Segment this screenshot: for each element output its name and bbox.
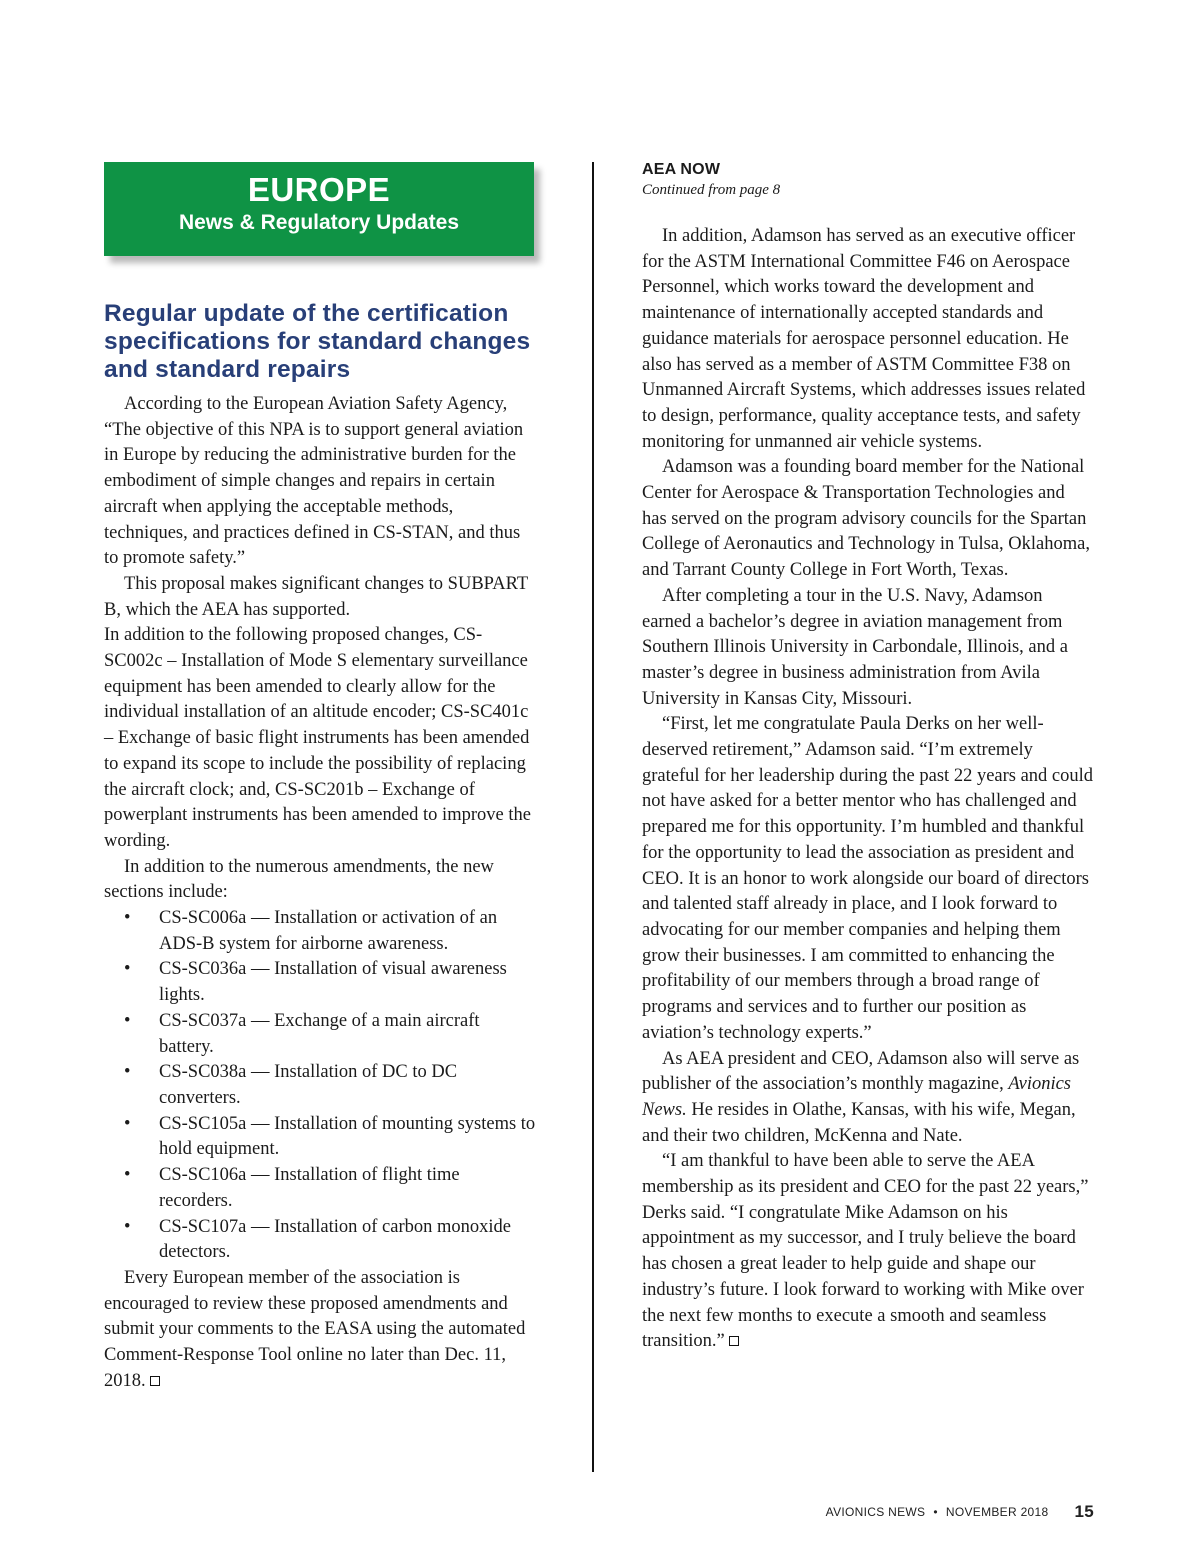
- column-divider: [592, 162, 594, 1472]
- list-item-text: CS-SC107a — Installation of carbon monoxide detectors.: [159, 1216, 511, 1263]
- list-item-text: CS-SC038a — Installation of DC to DC converters.: [159, 1062, 458, 1108]
- paragraph: In addition to the numerous amendments, the new sections include:: [104, 856, 494, 903]
- page-footer: [826, 1502, 1094, 1522]
- paragraph-text: He resides in Olathe, Kansas, with his wife, Megan, and their two children, McKenna and Nate.: [642, 1099, 1076, 1146]
- footer-separator: •: [933, 1505, 938, 1519]
- europe-article-body: [104, 392, 536, 1394]
- paragraph: In addition, Adamson has served as an executive officer for the ASTM International Committee F46 on Aerospace Personnel, which works toward the development and maintenance of internationally accepted standards and guidance materials for aerospace personnel education. He also has served as a member of ASTM Committee F38 on Unmanned Aircraft Systems, which addresses issues related to design, performance, quality acceptance tests, and safety monitoring for unmanned air vehicle systems.: [642, 226, 1086, 452]
- publication-name: AVIONICS NEWS: [825, 1505, 926, 1519]
- bullet-icon: •: [124, 1165, 131, 1186]
- closing-paragraph: [104, 1266, 536, 1395]
- closing-text: “I am thankful to have been able to serve the AEA membership as its president and CEO for the past 22 years,” Derks said. “I congratulate Mike Adamson on his appointment as my successor, and I truly believe the board has chosen a great leader to help guide and shape our industry’s future. I look forward to working with Mike over the next few months to execute a smooth and seamless transition.”: [642, 1151, 1089, 1352]
- left-column: [104, 162, 536, 1394]
- paragraph-text: As AEA president and CEO, Adamson also will serve as publisher of the association’s monthly magazine,: [642, 1048, 1080, 1095]
- paragraph: This proposal makes significant changes to SUBPART B, which the AEA has supported.: [104, 573, 528, 620]
- paragraph: According to the European Aviation Safety Agency, “The objective of this NPA is to support general aviation in Europe by reducing the administrative burden for the embodiment of simple changes and repairs in certain aircraft when applying the acceptable methods, techniques, and practices defined in CS-STAN, and thus to promote safety.”: [104, 394, 524, 569]
- bullet-icon: •: [124, 1113, 131, 1134]
- end-mark-icon: [150, 1376, 160, 1386]
- bullet-icon: •: [124, 1216, 131, 1237]
- list-item: [104, 1163, 536, 1214]
- list-item: [104, 1215, 536, 1266]
- list-item: [104, 957, 536, 1008]
- magazine-title: Avionics News.: [642, 1074, 1072, 1120]
- list-item-text: CS-SC105a — Installation of mounting systems to hold equipment.: [159, 1113, 536, 1160]
- paragraph: Adamson was a founding board member for the National Center for Aerospace & Transportation Technologies and has served on the program advisory councils for the Spartan College of Aeronautics and Technology in Tulsa, Oklahoma, and Tarrant County College in Fort Worth, Texas.: [642, 457, 1090, 581]
- aea-now-article-body: [642, 224, 1094, 1355]
- list-item: [104, 1060, 536, 1111]
- list-item: [104, 906, 536, 957]
- banner-title: EUROPE: [247, 171, 391, 208]
- banner-subtitle: News & Regulatory Updates: [178, 211, 460, 234]
- bullet-icon: •: [124, 908, 131, 929]
- section-label: AEA NOW: [642, 161, 721, 178]
- list-item: [104, 1009, 536, 1060]
- article-headline: Regular update of the certification specifications for standard changes and standard repairs: [104, 300, 531, 383]
- bullet-icon: •: [124, 1010, 131, 1031]
- bullet-icon: •: [124, 1062, 131, 1083]
- page-number: 15: [1074, 1502, 1094, 1521]
- paragraph: [642, 1047, 1094, 1150]
- europe-banner: [104, 162, 534, 256]
- paragraph: “First, let me congratulate Paula Derks on her well-deserved retirement,” Adamson said. “I’m extremely grateful for her leadership during the past 22 years and could not have asked for a better mentor who has challenged and prepared me for this opportunity. I’m humbled and thankful for the opportunity to lead the association as president and CEO. It is an honor to work alongside our board of directors and talented staff already in place, and I look forward to advocating for our member companies and helping them grow their businesses. I am committed to enhancing the profitability of our members through a broad range of programs and services and to further our position as aviation’s technology experts.”: [642, 714, 1094, 1043]
- closing-paragraph: [642, 1149, 1094, 1355]
- new-sections-list: [104, 906, 536, 1266]
- paragraph: After completing a tour in the U.S. Navy, Adamson earned a bachelor’s degree in aviation management from Southern Illinois University in Carbondale, Illinois, and a master’s degree in business administration from Avila University in Kansas City, Missouri.: [642, 585, 1068, 709]
- continued-note: Continued from page 8: [642, 182, 781, 198]
- paragraph: In addition to the following proposed changes, CS-SC002c – Installation of Mode S elementary surveillance equipment has been amended to clearly allow for the individual installation of an altitude encoder; CS-SC401c – Exchange of basic flight instruments has been amended to expand its scope to include the possibility of replacing the aircraft clock; and, CS-SC201b – Exchange of powerplant instruments has been amended to improve the wording.: [104, 625, 531, 851]
- list-item-text: CS-SC106a — Installation of flight time recorders.: [159, 1165, 460, 1211]
- bullet-icon: •: [124, 959, 131, 980]
- issue-date: NOVEMBER 2018: [945, 1505, 1049, 1519]
- right-column: [642, 160, 1094, 1355]
- end-mark-icon: [729, 1336, 739, 1346]
- list-item-text: CS-SC036a — Installation of visual awareness lights.: [159, 959, 507, 1006]
- list-item: [104, 1112, 536, 1163]
- closing-text: Every European member of the association is encouraged to review these proposed amendments and submit your comments to the EASA using the automated Comment-Response Tool online no later than Dec. 11, 2018.: [104, 1267, 526, 1391]
- list-item-text: CS-SC006a — Installation or activation of an ADS-B system for airborne awareness.: [159, 908, 498, 954]
- list-item-text: CS-SC037a — Exchange of a main aircraft battery.: [159, 1010, 480, 1057]
